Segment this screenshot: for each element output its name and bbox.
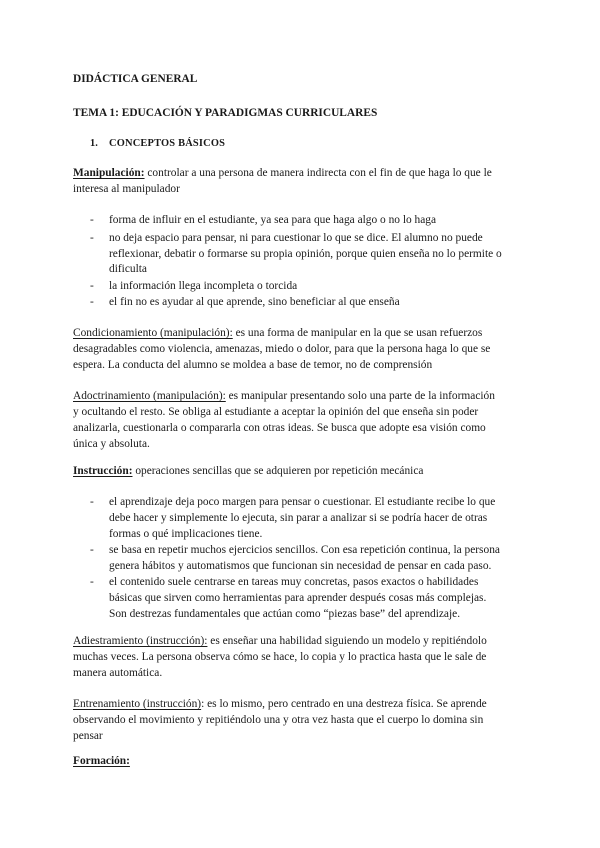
paragraph-line: espera. La conducta del alumno se moldea a base de temor, no de comprensión	[73, 359, 433, 371]
list-item: no deja espacio para pensar, ni para cuestionar lo que se dice. El alumno no puede	[109, 232, 483, 244]
bullet-marker: -	[90, 576, 94, 588]
paragraph-line: observando el movimiento y repitiéndolo una y otra vez hasta que el cuerpo lo domina sin	[73, 714, 484, 726]
list-item: se basa en repetir muchos ejercicios sencillos. Con esa repetición continua, la persona	[109, 544, 500, 556]
list-item: el fin no es ayudar al que aprende, sino beneficiar al que enseña	[109, 296, 400, 308]
entrenamiento-paragraph: Entrenamiento (instrucción): es lo mismo, pero centrado en una destreza física. Se aprende	[73, 698, 487, 710]
manipulacion-definition-cont: interesa al manipulador	[73, 183, 180, 195]
section-number: 1.	[90, 138, 98, 149]
paragraph-line: manera automática.	[73, 667, 163, 679]
adoctrinamiento-term: Adoctrinamiento (manipulación):	[73, 390, 226, 402]
list-item-cont: Son destrezas fundamentales que actúan como “piezas base” del aprendizaje.	[109, 608, 461, 620]
bullet-marker: -	[90, 296, 94, 308]
section-title: CONCEPTOS BÁSICOS	[109, 138, 226, 149]
paragraph-line: única y absoluta.	[73, 438, 150, 450]
adoctrinamiento-paragraph: Adoctrinamiento (manipulación): es manipular presentando solo una parte de la información	[73, 390, 495, 402]
condicionamiento-term: Condicionamiento (manipulación):	[73, 327, 233, 339]
topic-title: TEMA 1: EDUCACIÓN Y PARADIGMAS CURRICULARES	[73, 107, 378, 119]
list-item-cont: debe hacer y simplemente lo ejecuta, sin parar a analizar si se podría hacer de otras	[109, 512, 488, 524]
entrenamiento-term: Entrenamiento (instrucción)	[73, 698, 202, 710]
bullet-marker: -	[90, 544, 94, 556]
list-item-cont: genera hábitos y automatismos que funcionan sin necesidad de pensar en cada paso.	[109, 560, 492, 572]
adiestramiento-term: Adiestramiento (instrucción):	[73, 635, 208, 647]
paragraph-line: desagradables como violencia, amenazas, miedo o dolor, para que la persona haga lo que se	[73, 343, 491, 355]
bullet-marker: -	[90, 496, 94, 508]
course-title: DIDÁCTICA GENERAL	[73, 73, 198, 85]
paragraph-line: y ocultando el resto. Se obliga al estudiante a aceptar la opinión del que enseña sin poder	[73, 406, 479, 418]
adiestramiento-paragraph: Adiestramiento (instrucción): es enseñar una habilidad siguiendo un modelo y repitiéndolo	[73, 635, 487, 647]
manipulacion-definition: Manipulación: controlar a una persona de manera indirecta con el fin de que haga lo que le	[73, 167, 492, 179]
list-item: la información llega incompleta o torcida	[109, 280, 298, 292]
paragraph-line: pensar	[73, 730, 103, 742]
list-item-cont: dificulta	[109, 263, 147, 275]
manipulacion-term: Manipulación:	[73, 167, 145, 179]
instruccion-definition: Instrucción: operaciones sencillas que se adquieren por repetición mecánica	[73, 465, 424, 477]
list-item: forma de influir en el estudiante, ya sea para que haga algo o no lo haga	[109, 214, 437, 226]
paragraph-line: muchas veces. La persona observa cómo se hace, lo copia y lo practica hasta que le sale de	[73, 651, 487, 663]
list-item: el contenido suele centrarse en tareas muy concretas, pasos exactos o habilidades	[109, 576, 479, 588]
bullet-marker: -	[90, 232, 94, 244]
bullet-marker: -	[90, 280, 94, 292]
list-item: el aprendizaje deja poco margen para pensar o cuestionar. El estudiante recibe lo que	[109, 496, 496, 508]
paragraph-line: analizarla, cuestionarla o compararla con otras ideas. Se busca que adopte esa visión como	[73, 422, 486, 434]
condicionamiento-paragraph: Condicionamiento (manipulación): es una forma de manipular en la que se usan refuerzos	[73, 327, 483, 339]
instruccion-term: Instrucción:	[73, 465, 133, 477]
formacion-term: Formación:	[73, 755, 130, 767]
bullet-marker: -	[90, 214, 94, 226]
list-item-cont: formas o qué implicaciones tiene.	[109, 528, 263, 540]
list-item-cont: básicas que sirven como herramientas para aprender después cosas más complejas.	[109, 592, 487, 604]
list-item-cont: reflexionar, debatir o formarse su propia opinión, porque quien enseña no lo permite o	[109, 248, 502, 260]
